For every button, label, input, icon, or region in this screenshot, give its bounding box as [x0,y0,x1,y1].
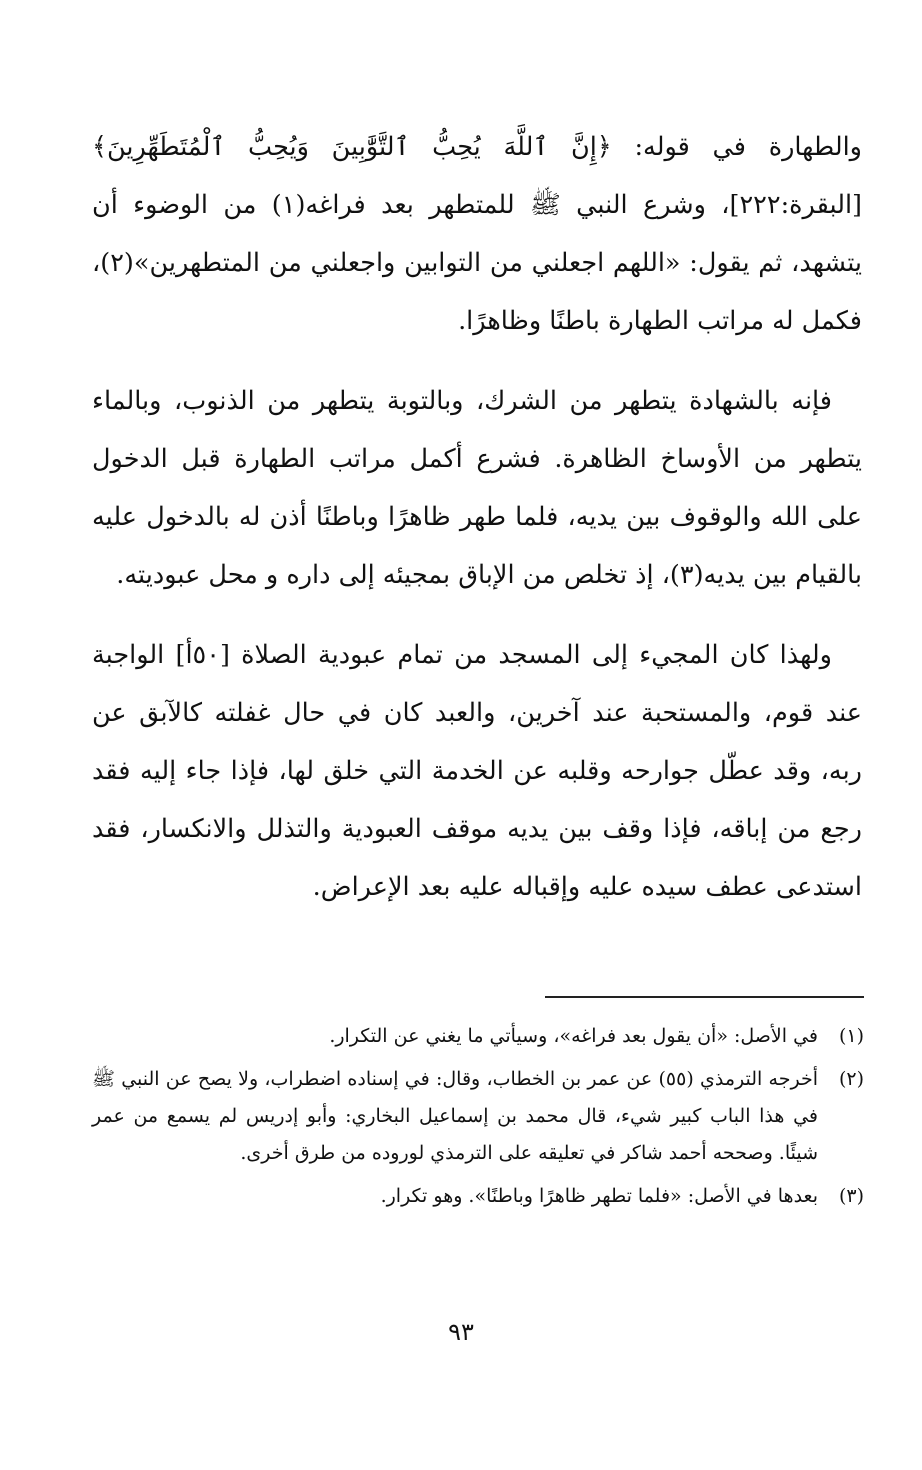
footnote-number: (٢) [838,1068,864,1090]
footnote-text: في الأصل: «أن يقول بعد فراغه»، وسيأتي ما يغني عن التكرار. [329,1025,818,1047]
footnote-number: (٣) [838,1185,864,1207]
footnote-text: بعدها في الأصل: «فلما تطهر ظاهرًا وباطنًا». وهو تكرار. [380,1185,818,1207]
footnote-text: أخرجه الترمذي (٥٥) عن عمر بن الخطاب، وقال: في إسناده اضطراب، ولا يصح عن النبي ﷺ في هذا الباب كبير شيء، قال محمد بن إسماعيل البخاري: وأبو إدريس لم يسمع من عمر شيئًا. وصححه أحمد شاكر في تعليقه على الترمذي لوروده من طرق أخرى. [92,1068,818,1164]
paragraph-3: ولهذا كان المجيء إلى المسجد من تمام عبودية الصلاة [٥٠أ] الواجبة عند قوم، والمستحبة عند آخرين، والعبد كان في حال غفلته كالآبق عن ربه، وقد عطّل جوارحه وقلبه عن الخدمة التي خلق لها، فإذا جاء إليه فقد رجع من إباقه، فإذا وقف بين يديه موقف العبودية والتذلل والانكسار، فقد استدعى عطف سيده عليه وإقباله عليه بعد الإعراض. [92,640,862,902]
footnote-1 [92,1018,864,1055]
footnote-separator [545,996,864,998]
main-text [92,118,862,916]
footnotes [92,1018,864,1221]
footnote-number: (١) [838,1025,864,1047]
page-number: ٩٣ [448,1318,474,1346]
paragraph-2: فإنه بالشهادة يتطهر من الشرك، وبالتوبة يتطهر من الذنوب، وبالماء يتطهر من الأوساخ الظاهرة. فشرع أكمل مراتب الطهارة قبل الدخول على الله والوقوف بين يديه، فلما طهر ظاهرًا وباطنًا أذن له بالدخول عليه بالقيام بين يديه(٣)، إذ تخلص من الإباق بمجيئه إلى داره و محل عبوديته. [92,386,862,590]
footnote-2 [92,1061,864,1172]
paragraph-1: والطهارة في قوله: ﴿إِنَّ ٱللَّهَ يُحِبُّ ٱلتَّوَّٰبِينَ وَيُحِبُّ ٱلْمُتَطَهِّرِينَ﴾ [البقرة:٢٢٢]، وشرع النبي ﷺ للمتطهر بعد فراغه(١) من الوضوء أن يتشهد، ثم يقول: «اللهم اجعلني من التوابين واجعلني من المتطهرين»(٢)، فكمل له مراتب الطهارة باطنًا وظاهرًا. [92,132,862,336]
footnote-3 [92,1178,864,1215]
